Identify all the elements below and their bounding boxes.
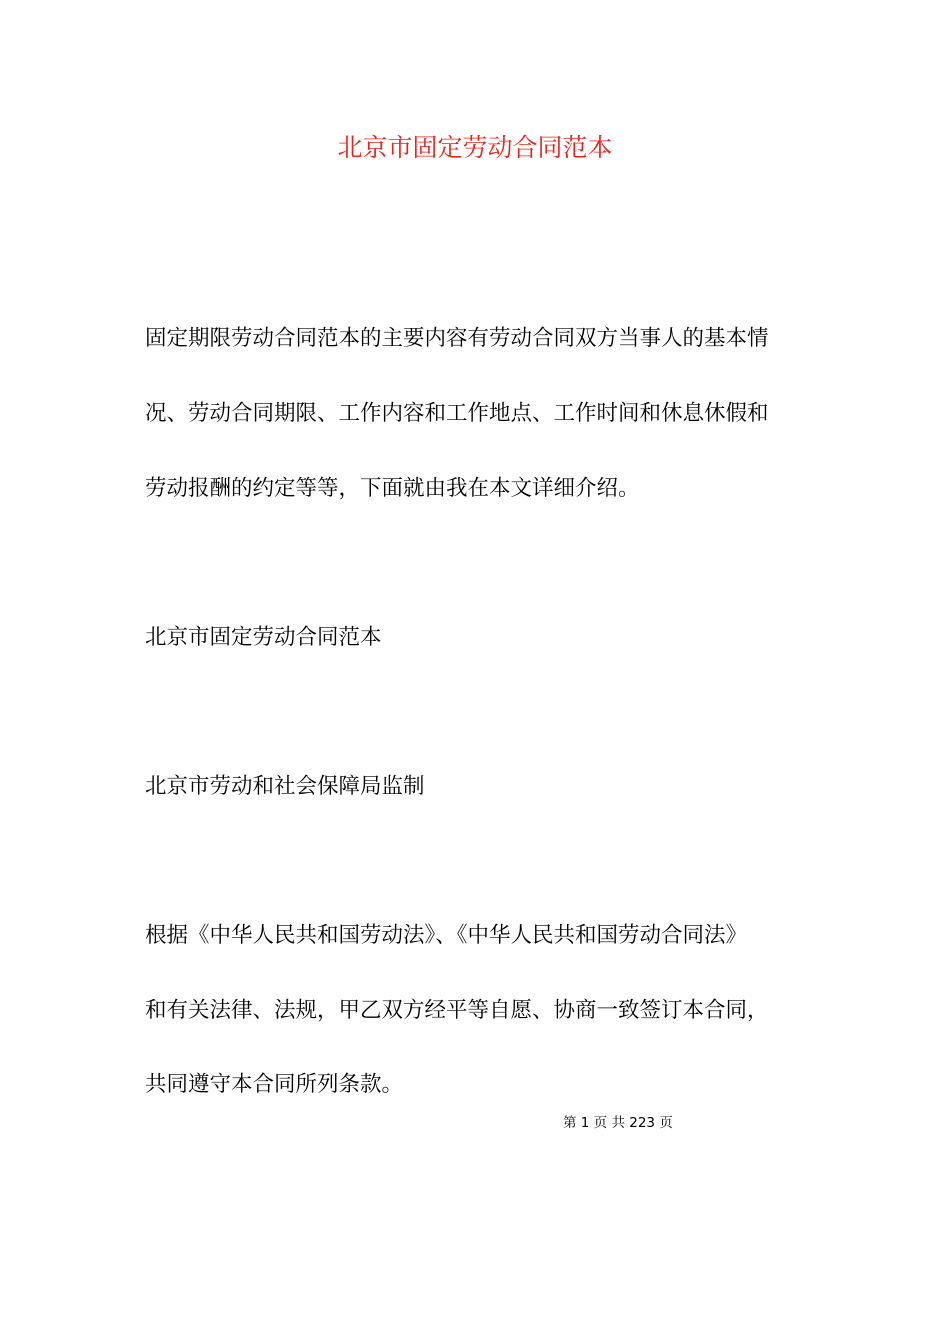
preamble-line-3: 共同遵守本合同所列条款。 xyxy=(145,1072,404,1097)
page-number: 第 1 页 共 223 页 xyxy=(563,1115,673,1131)
document-title: 北京市固定劳动合同范本 xyxy=(337,133,613,162)
intro-line-3: 劳动报酬的约定等等，下面就由我在本文详细介绍。 xyxy=(145,476,640,501)
supervisor-line: 北京市劳动和社会保障局监制 xyxy=(145,774,425,799)
preamble-line-2: 和有关法律、法规，甲乙双方经平等自愿、协商一致签订本合同， xyxy=(145,998,769,1023)
intro-line-2: 况、劳动合同期限、工作内容和工作地点、工作时间和休息休假和 xyxy=(145,401,769,426)
section-subtitle: 北京市固定劳动合同范本 xyxy=(145,625,382,650)
intro-line-1: 固定期限劳动合同范本的主要内容有劳动合同双方当事人的基本情 xyxy=(145,326,769,351)
preamble-line-1: 根据《中华人民共和国劳动法》、《中华人民共和国劳动合同法》 xyxy=(145,923,748,948)
